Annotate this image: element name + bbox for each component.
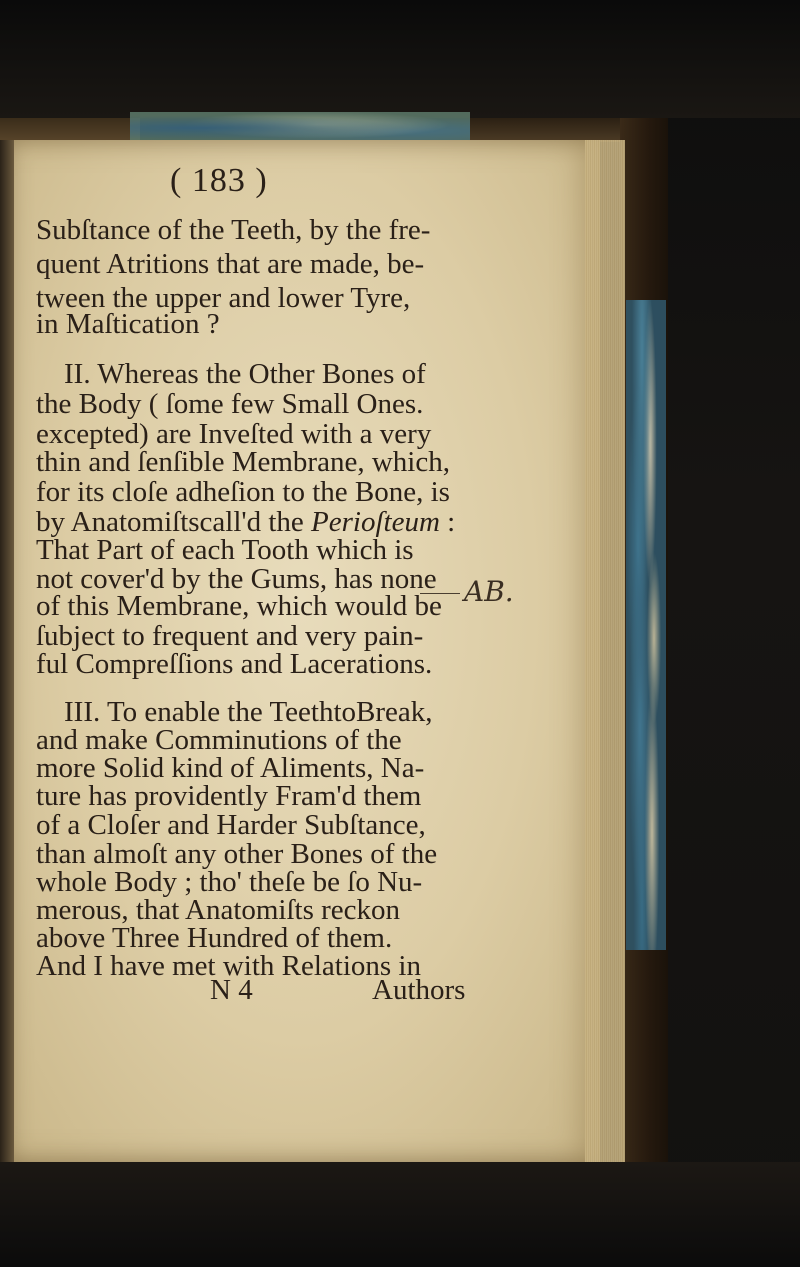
text-line: merous, that Anatomiſts reckon: [36, 894, 401, 926]
text-line: whole Body ; tho' theſe be ſo Nu-: [36, 866, 423, 898]
marbled-endpaper-edge: [626, 300, 666, 950]
text-line: excepted) are Inveſted with a very: [36, 418, 432, 450]
margin-annotation: [420, 575, 514, 608]
text-segment: by Anatomiſtscall'd the: [36, 506, 312, 538]
signature-mark: N 4: [210, 974, 253, 1006]
text-line: Subſtance of the Teeth, by the fre-: [36, 214, 431, 246]
periosteum-word: Perioſteum: [311, 506, 440, 538]
text-line: II. Whereas the Other Bones of: [64, 358, 426, 390]
text-line: in Maſtication ?: [36, 308, 220, 340]
text-line: than almoſt any other Bones of the: [36, 838, 438, 870]
text-line: ful Compreſſions and Lacerations.: [36, 648, 433, 680]
background-top: [0, 0, 800, 118]
text-line: thin and ſenſible Membrane, which,: [36, 446, 450, 478]
page-gutter: [0, 140, 14, 1162]
text-line: of a Cloſer and Harder Subſtance,: [36, 809, 426, 841]
text-line: III. To enable the TeethtoBreak,: [64, 696, 433, 728]
text-line: tween the upper and lower Tyre,: [36, 282, 411, 314]
text-line: the Body ( ſome few Small Ones.: [36, 388, 424, 420]
annotation-dash: [420, 593, 460, 594]
annotation-text: AB.: [464, 575, 514, 608]
background-bottom: [0, 1162, 800, 1267]
cover-top-edge-right: [470, 118, 620, 142]
text-segment: :: [439, 506, 456, 538]
text-line: not cover'd by the Gums, has none: [36, 563, 437, 595]
text-line: of this Membrane, which would be: [36, 590, 442, 622]
catchword: Authors: [372, 974, 466, 1006]
text-line: And I have met with Relations in: [36, 950, 421, 982]
text-line: That Part of each Tooth which is: [36, 534, 414, 566]
text-line: and make Comminutions of the: [36, 724, 402, 756]
text-line: ſubject to frequent and very pain-: [36, 620, 424, 652]
text-line: ture has providently Fram'd them: [36, 780, 422, 812]
cover-top-edge: [0, 118, 140, 142]
page-stack-edge: [585, 140, 625, 1162]
text-line: above Three Hundred of them.: [36, 922, 393, 954]
text-line: quent Atritions that are made, be-: [36, 248, 425, 280]
page-number: ( 183 ): [170, 162, 268, 199]
text-line: more Solid kind of Aliments, Na-: [36, 752, 425, 784]
text-line: for its cloſe adheſion to the Bone, is: [36, 476, 450, 508]
